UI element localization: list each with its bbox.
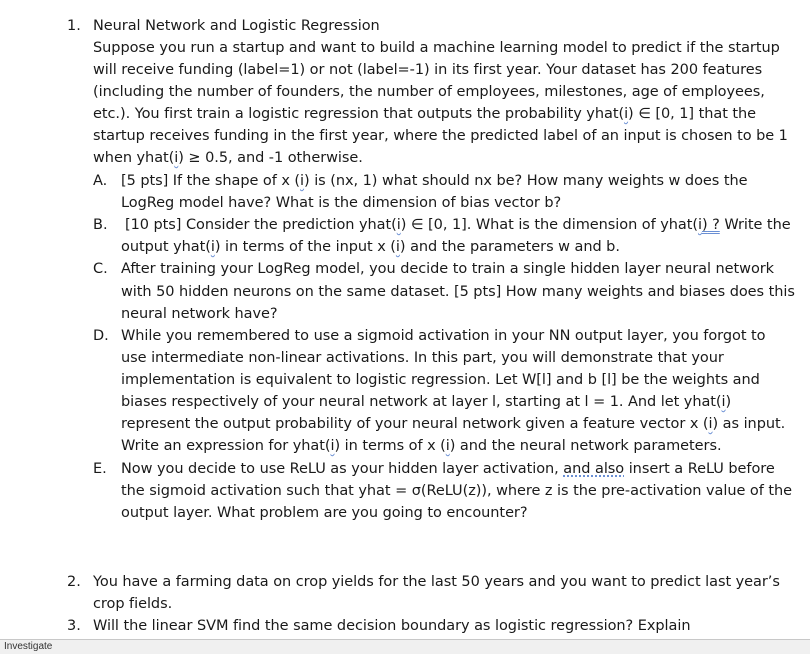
q1-intro-line: when yhat(i) ≥ 0.5, and -1 otherwise. [93, 150, 363, 166]
q1d-line: implementation is equivalent to logistic regression. Let W[l] and b [l] be the weights and [121, 372, 760, 388]
q1d-letter: D. [93, 328, 109, 344]
q1e-line: the sigmoid activation such that yhat = σ(ReLU(z)), where z is the pre-activation value of the [121, 483, 792, 499]
q1-number: 1. [67, 18, 81, 34]
q1-intro-line: etc.). You first train a logistic regression that outputs the probability yhat(i) ∈ [0, 1] that the [93, 106, 757, 122]
q1e-letter: E. [93, 461, 107, 477]
q1a-line: LogReg model have? What is the dimension of bias vector b? [121, 195, 562, 211]
q1-intro-line: startup receives funding in the first year, where the predicted label of an input is chosen to be 1 [93, 128, 788, 144]
q3-line: Will the linear SVM find the same decision boundary as logistic regression? Explain [93, 618, 691, 634]
q1c-line: neural network have? [121, 306, 278, 322]
q1-intro-line: Suppose you run a startup and want to build a machine learning model to predict if the startup [93, 40, 780, 56]
q1b-letter: B. [93, 217, 108, 233]
q1c-line: with 50 hidden neurons on the same dataset. [5 pts] How many weights and biases does this [121, 284, 795, 300]
q1e-line: Now you decide to use ReLU as your hidden layer activation, and also insert a ReLU before [121, 461, 775, 477]
q1b-line: [10 pts] Consider the prediction yhat(i) ∈ [0, 1]. What is the dimension of yhat(i) ? Write the [125, 217, 791, 233]
q1d-line: Write an expression for yhat(i) in terms of x (i) and the neural network parameters. [121, 438, 722, 454]
status-label[interactable]: Investigate [4, 641, 53, 652]
q1d-line: biases respectively of your neural network at layer l, starting at l = 1. And let yhat(i) [121, 394, 732, 410]
status-bar [0, 639, 810, 654]
q1a-line: [5 pts] If the shape of x (i) is (nx, 1) what should nx be? How many weights w does the [121, 173, 748, 189]
q1d-line: represent the output probability of your neural network given a feature vector x (i) as input. [121, 416, 786, 432]
q1a-letter: A. [93, 173, 108, 189]
q2-line: crop fields. [93, 596, 173, 612]
q3-number: 3. [67, 618, 81, 634]
q1d-line: While you remembered to use a sigmoid activation in your NN output layer, you forgot to [121, 328, 766, 344]
q2-line: You have a farming data on crop yields for the last 50 years and you want to predict last year’s [93, 574, 780, 590]
q1c-line: After training your LogReg model, you decide to train a single hidden layer neural network [121, 261, 775, 277]
q1-intro-line: will receive funding (label=1) or not (label=-1) in its first year. Your dataset has 200 features [93, 62, 763, 78]
q1b-line: output yhat(i) in terms of the input x (i) and the parameters w and b. [121, 239, 620, 255]
q1c-letter: C. [93, 261, 108, 277]
q1-intro-line: (including the number of founders, the number of employees, milestones, age of employees, [93, 84, 765, 100]
q1e-line: output layer. What problem are you going to encounter? [121, 505, 528, 521]
q1-title: Neural Network and Logistic Regression [93, 18, 380, 34]
q2-number: 2. [67, 574, 81, 590]
q1d-line: use intermediate non-linear activations. In this part, you will demonstrate that your [121, 350, 724, 366]
